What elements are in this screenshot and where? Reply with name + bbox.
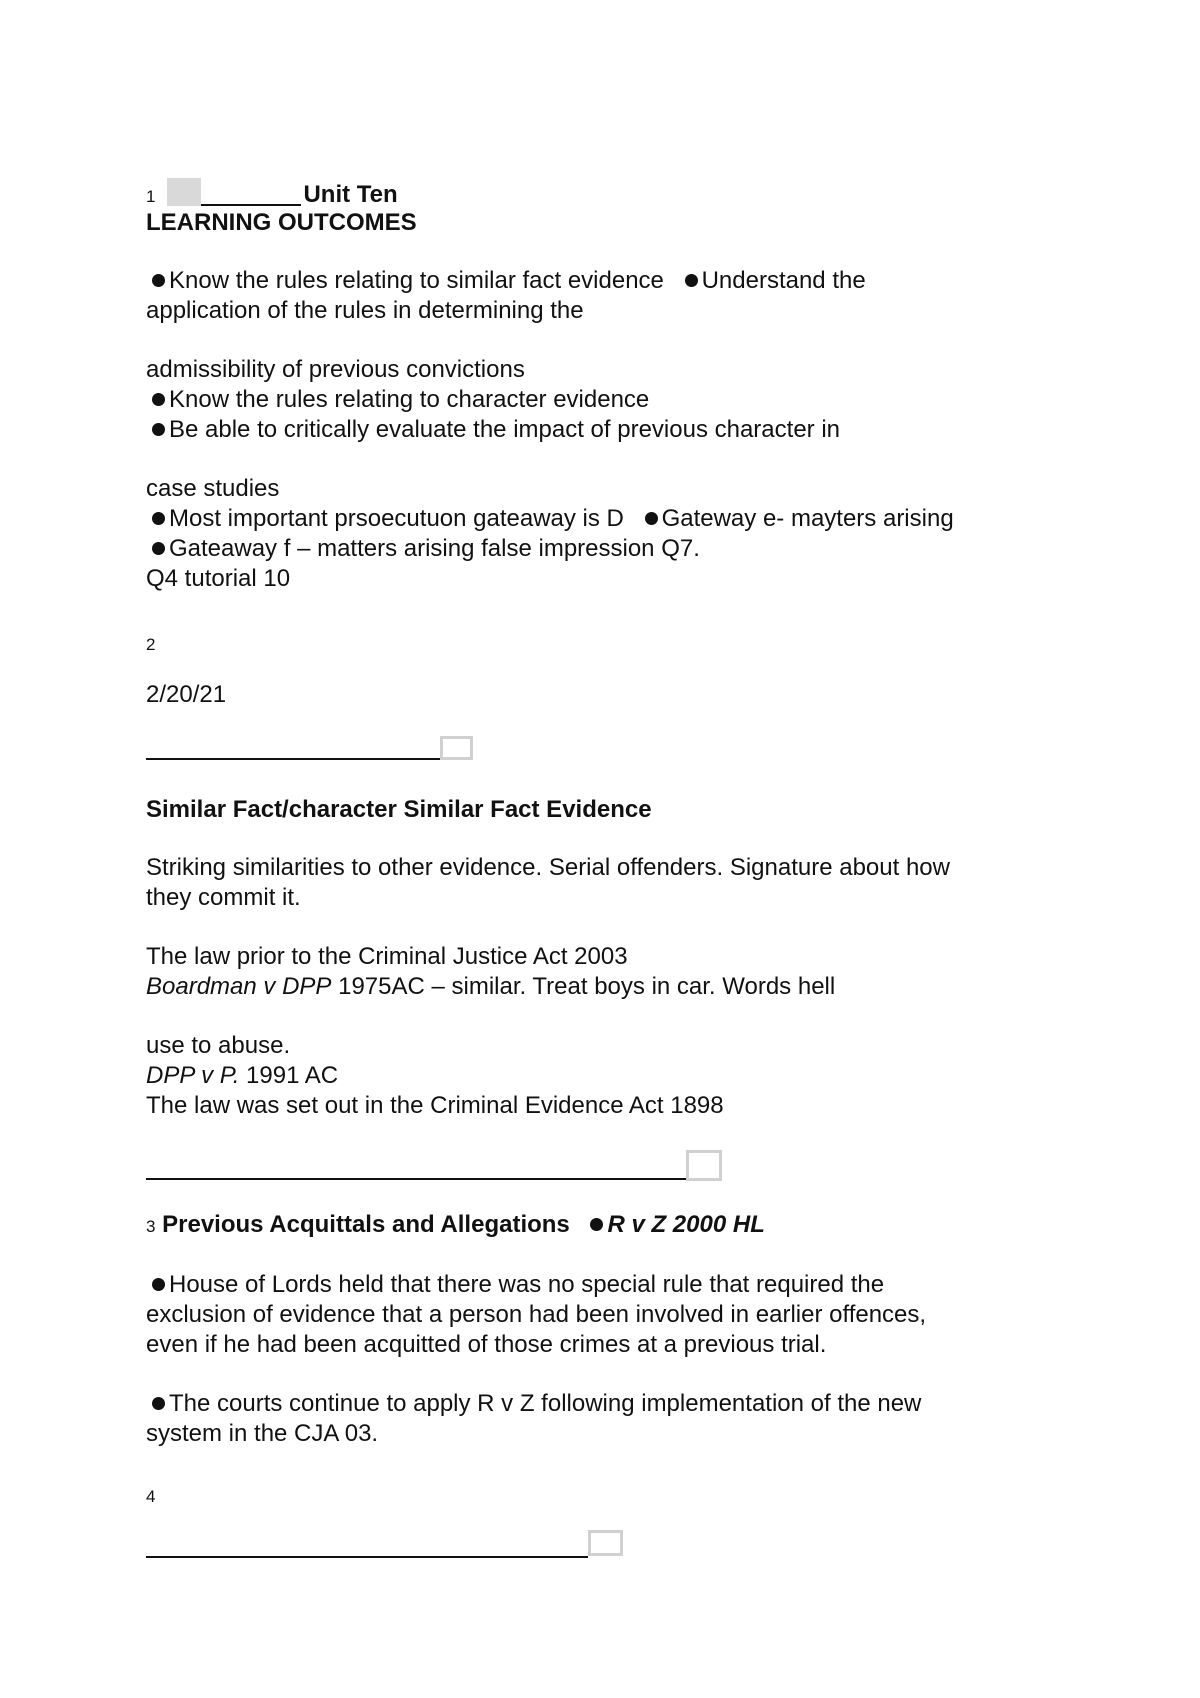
list-item-text: Be able to critically evaluate the impact of previous character in: [169, 416, 841, 443]
bullet-icon: [152, 512, 165, 525]
paragraph-line: The law prior to the Criminal Justice Act 2003: [146, 943, 628, 970]
paragraph-line: Striking similarities to other evidence. Serial offenders. Signature about how: [146, 854, 950, 881]
bullet-icon: [590, 1218, 603, 1231]
page-number: 4: [146, 1487, 156, 1506]
case-citation: [146, 972, 835, 1002]
paragraph-line: The law was set out in the Criminal Evidence Act 1898: [146, 1092, 724, 1119]
list-item-text: Understand the: [701, 267, 866, 294]
paragraph-line: system in the CJA 03.: [146, 1420, 379, 1447]
slide-thumbnail-placeholder: [440, 736, 473, 760]
case-name: DPP v P.: [146, 1062, 240, 1089]
slide-divider: [146, 758, 440, 760]
bullet-icon: [152, 1397, 165, 1410]
case-citation: [146, 1061, 338, 1091]
bullet-icon: [152, 423, 165, 436]
paragraph-line: admissibility of previous convictions: [146, 356, 525, 383]
case-name: Boardman v DPP: [146, 973, 332, 1000]
list-item: [146, 1270, 884, 1300]
paragraph-line: application of the rules in determining the: [146, 297, 584, 324]
bullet-icon: [152, 274, 165, 287]
page-number: 1: [146, 187, 156, 206]
bullet-icon: [152, 542, 165, 555]
list-item: [146, 415, 840, 445]
slide-divider: [146, 1178, 686, 1180]
paragraph-line: even if he had been acquitted of those crimes at a previous trial.: [146, 1331, 827, 1358]
list-item-text: Know the rules relating to similar fact evidence: [169, 267, 664, 294]
slide-date: 2/20/21: [146, 681, 227, 708]
case-description: 1975AC – similar. Treat boys in car. Words hell: [331, 973, 836, 1000]
slide-thumbnail-placeholder: [588, 1530, 623, 1556]
page-number: 2: [146, 635, 156, 654]
list-item: [146, 1389, 921, 1419]
bullet-icon: [152, 393, 165, 406]
list-item-text: Know the rules relating to character evidence: [169, 386, 650, 413]
slide-divider: [146, 1556, 588, 1558]
paragraph-line: case studies: [146, 475, 280, 502]
case-description: 1991 AC: [239, 1062, 339, 1089]
list-item: [146, 385, 649, 415]
list-item: [146, 504, 954, 534]
slide-thumbnail-placeholder: [167, 178, 201, 206]
paragraph-line: Q4 tutorial 10: [146, 565, 291, 592]
slide-thumbnail-placeholder: [686, 1150, 722, 1181]
bullet-icon: [685, 274, 698, 287]
list-item-text: Gateaway f – matters arising false impression Q7.: [169, 535, 700, 562]
list-item-text: Most important prsoecutuon gateaway is D: [169, 505, 624, 532]
unit-title: Unit Ten: [303, 181, 398, 208]
list-item-text: Gateway e- mayters arising: [661, 505, 954, 532]
list-item-text: The courts continue to apply R v Z following implementation of the new: [169, 1390, 922, 1417]
list-item-text: House of Lords held that there was no special rule that required the: [169, 1271, 885, 1298]
case-reference: R v Z 2000 HL: [607, 1211, 765, 1238]
bullet-icon: [152, 1278, 165, 1291]
section-heading: Previous Acquittals and Allegations: [162, 1211, 570, 1238]
learning-outcomes-heading: LEARNING OUTCOMES: [146, 209, 417, 236]
paragraph-line: use to abuse.: [146, 1032, 291, 1059]
page-1-header: [146, 178, 398, 212]
paragraph-line: they commit it.: [146, 884, 301, 911]
page-3-header: [146, 1210, 765, 1242]
bullet-icon: [645, 512, 658, 525]
page-number: 3: [146, 1217, 156, 1236]
list-item: [146, 534, 700, 564]
list-item: [146, 266, 866, 296]
section-heading: Similar Fact/character Similar Fact Evidence: [146, 796, 652, 823]
header-underline: [201, 204, 301, 206]
paragraph-line: exclusion of evidence that a person had been involved in earlier offences,: [146, 1301, 927, 1328]
